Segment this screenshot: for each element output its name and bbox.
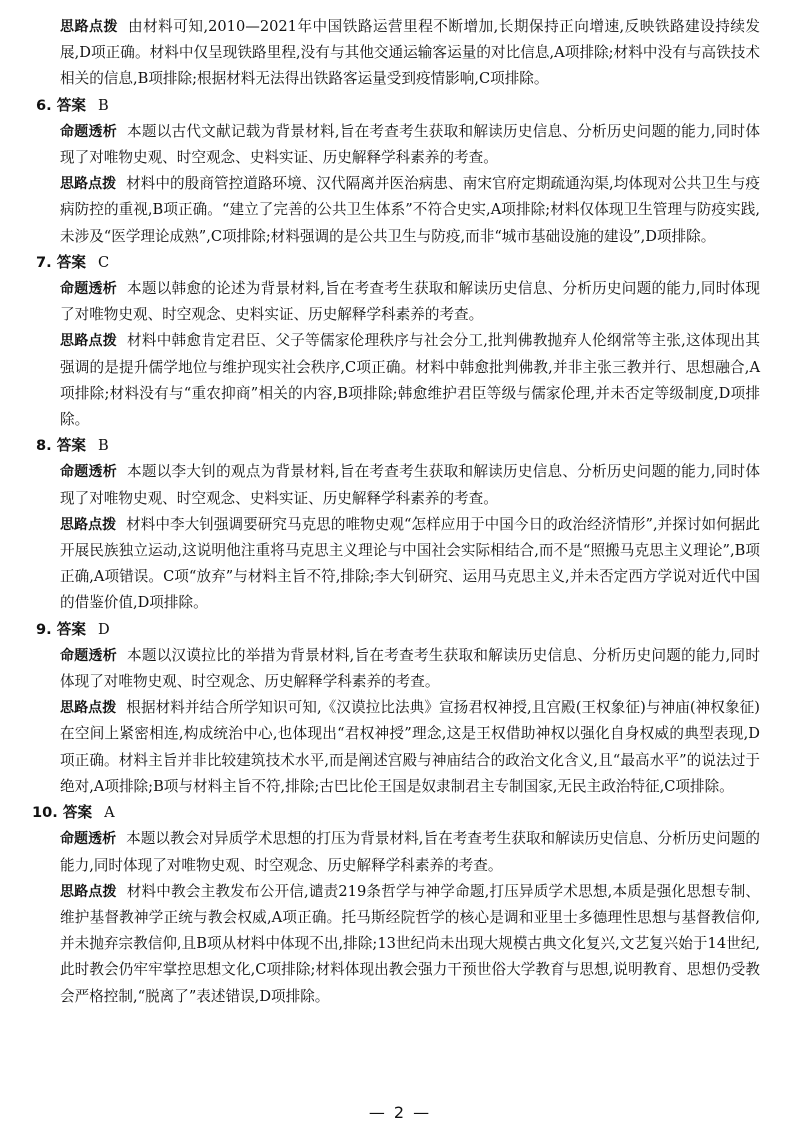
answer-8-letter: B <box>97 437 109 455</box>
answer-6-number: 6. 答案 <box>36 96 86 114</box>
tips-8-label: 思路点拨 <box>60 516 117 533</box>
intent-9-text: 本题以汉谟拉比的举措为背景材料,旨在考查考生获取和解读历史信息、分析历史问题的能力,同时体现了对唯物史观、时空观念、历史解释学科素养的考查。 <box>60 646 760 691</box>
answer-9-letter: D <box>97 620 110 638</box>
tips-10 <box>60 879 760 1010</box>
intent-10 <box>60 826 760 878</box>
tips-10-label: 思路点拨 <box>60 883 117 900</box>
answer-7 <box>36 250 760 276</box>
answer-7-number: 7. 答案 <box>36 253 86 271</box>
intro-label: 思路点拨 <box>60 19 118 35</box>
answer-10-number: 10. 答案 <box>32 804 93 822</box>
tips-8-text: 材料中李大钊强调要研究马克思的唯物史观“怎样应用于中国今日的政治经济情形”,并探讨如何据此开展民族独立运动,这说明他注重将马克思主义理论与中国社会实际相结合,而不是“照搬马克思主义理论”,B项正确,A项错误。C项“放弃”与材料主旨不符,排除;李大钊研究、运用马克思主义,并未否定西方学说对近代中国的借鉴价值,D项排除。 <box>60 515 761 612</box>
tips-7-text: 材料中韩愈肯定君臣、父子等儒家伦理秩序与社会分工,批判佛教抛弃人伦纲常等主张,这体现出其强调的是提升儒学地位与维护现实社会秩序,C项正确。材料中韩愈批判佛教,并非主张三教并行、思想融合,A项排除;材料没有与“重农抑商”相关的内容,B项排除;韩愈维护君臣等级与儒家伦理,并未否定等级制度,D项排除。 <box>60 332 760 429</box>
intro-analysis <box>60 14 760 93</box>
intent-7-text: 本题以韩愈的论述为背景材料,旨在考查考生获取和解读历史信息、分析历史问题的能力,同时体现了对唯物史观、时空观念、史料实证、历史解释学科素养的考查。 <box>60 280 760 324</box>
answer-6 <box>36 93 760 119</box>
answer-10 <box>32 800 760 826</box>
intent-9 <box>60 643 760 695</box>
answer-9-number: 9. 答案 <box>36 620 86 638</box>
tips-7 <box>60 328 760 433</box>
intent-9-label: 命题透析 <box>60 647 118 664</box>
tips-8 <box>60 512 760 617</box>
answer-6-letter: B <box>97 96 109 114</box>
answer-7-letter: C <box>97 253 110 271</box>
tips-9-text: 根据材料并结合所学知识可知,《汉谟拉比法典》宣扬君权神授,且宫殿(王权象征)与神庙(神权象征)在空间上紧密相连,构成统治中心,也体现出“君权神授”理念,这是王权借助神权以强化自身权威的典型表现,D项正确。材料主旨并非比较建筑技术水平,而是阐述宫殿与神庙结合的政治文化含义,且“最高水平”的说法过于绝对,A项排除;B项与材料主旨不符,排除;古巴比伦王国是奴隶制君主专制国家,无民主政治特征,C项排除。 <box>60 699 761 795</box>
page-number: — 2 — <box>368 1102 432 1122</box>
intent-10-label: 命题透析 <box>60 831 117 848</box>
intent-6 <box>60 119 760 171</box>
tips-10-text: 材料中教会主教发布公开信,谴责219条哲学与神学命题,打压异质学术思想,本质是强化思想专制、维护基督教神学正统与教会权威,A项正确。托马斯经院哲学的核心是调和亚里士多德理性思想与基督教信仰,并未抛弃宗教信仰,且B项从材料中体现不出,排除;13世纪尚未出现大规模古典文化复兴,文艺复兴始于14世纪,此时教会仍牢牢掌控思想文化,C项排除;材料体现出教会强力干预世俗大学教育与思想,说明教育、思想仍受教会严格控制,“脱离了”表述错误,D项排除。 <box>60 882 761 1005</box>
intent-6-label: 命题透析 <box>60 123 118 140</box>
tips-9-label: 思路点拨 <box>60 700 117 717</box>
intent-7 <box>60 276 760 328</box>
intent-7-label: 命题透析 <box>60 281 118 298</box>
tips-7-label: 思路点拨 <box>60 333 118 350</box>
intent-8 <box>60 459 760 511</box>
intent-8-text: 本题以李大钊的观点为背景材料,旨在考查考生获取和解读历史信息、分析历史问题的能力,同时体现了对唯物史观、时空观念、史料实证、历史解释学科素养的考查。 <box>60 463 760 507</box>
tips-6-text: 材料中的殷商管控道路环境、汉代隔离并医治病患、南宋官府定期疏通沟渠,均体现对公共卫生与疫病防控的重视,B项正确。“建立了完善的公共卫生体系”不符合史实,A项排除;材料仅体现卫生管理与防疫实践,未涉及“医学理论成熟”,C项排除;材料强调的是公共卫生与防疫,而非“城市基础设施的建设”,D项排除。 <box>60 175 760 245</box>
answer-10-letter: A <box>104 804 115 822</box>
answer-8 <box>36 433 760 459</box>
answer-9 <box>36 617 760 643</box>
answer-8-number: 8. 答案 <box>36 437 86 455</box>
intent-8-label: 命题透析 <box>60 464 118 481</box>
intro-text: 由材料可知,2010—2021年中国铁路运营里程不断增加,长期保持正向增速,反映铁路建设持续发展,D项正确。材料中仅呈现铁路里程,没有与其他交通运输客运量的对比信息,A项排除;材料中没有与高铁技术相关的信息,B项排除;根据材料无法得出铁路客运量受到疫情影响,C项排除。 <box>60 18 761 88</box>
intent-6-text: 本题以古代文献记载为背景材料,旨在考查考生获取和解读历史信息、分析历史问题的能力,同时体现了对唯物史观、时空观念、史料实证、历史解释学科素养的考查。 <box>60 122 760 167</box>
tips-9 <box>60 695 760 800</box>
intent-10-text: 本题以教会对异质学术思想的打压为背景材料,旨在考查考生获取和解读历史信息、分析历史问题的能力,同时体现了对唯物史观、时空观念、历史解释学科素养的考查。 <box>60 830 760 874</box>
tips-6 <box>60 171 760 250</box>
tips-6-label: 思路点拨 <box>60 176 117 193</box>
